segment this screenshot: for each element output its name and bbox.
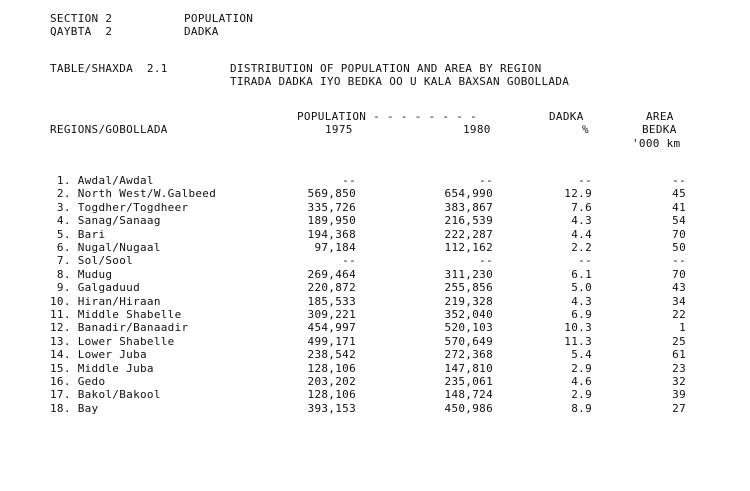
area-cell: 54 [672,214,686,228]
percent-cell: 8.9 [571,401,592,415]
percent-cell: 5.0 [571,281,592,295]
percent-cell: 2.9 [571,361,592,375]
population-1980-cell: 383,867 [444,200,493,214]
population-1975-cell: 194,368 [307,227,356,241]
table-row [0,201,750,214]
population-1975-cell: 128,106 [307,388,356,402]
population-1975-cell: 393,153 [307,401,356,415]
percent-cell: -- [578,254,592,268]
population-column-group: POPULATION - - - - - - - - [297,110,477,123]
percent-cell: 2.9 [571,388,592,402]
table-row [0,321,750,334]
area-cell: 43 [672,281,686,295]
population-1980-cell: 255,856 [444,281,493,295]
population-1980-cell: 520,103 [444,321,493,335]
table-row [0,308,750,321]
population-1980-cell: 654,990 [444,187,493,201]
population-1975-cell: -- [342,174,356,187]
population-1975-cell: 203,202 [307,375,356,388]
dadka-column-heading: DADKA [549,110,584,123]
area-cell: 41 [672,200,686,214]
percent-cell: 4.3 [571,294,592,308]
population-1975-cell: 499,171 [307,334,356,348]
region-name: 6. Nugal/Nugaal [50,241,161,254]
region-name: 2. North West/W.Galbeed [50,187,217,201]
population-1975-cell: 238,542 [307,348,356,362]
table-row [0,268,750,281]
table-title-en: DISTRIBUTION OF POPULATION AND AREA BY REGION [230,62,542,75]
population-1980-cell: 272,368 [444,348,493,362]
region-name: 12. Banadir/Banaadir [50,321,189,335]
area-cell: 34 [672,294,686,308]
population-1980-cell: 450,986 [444,401,493,415]
population-1975-cell: 128,106 [307,361,356,375]
population-1980-cell: 570,649 [444,334,493,348]
table-row [0,348,750,361]
regions-column-heading: REGIONS/GOBOLLADA [50,123,168,136]
table-row [0,295,750,308]
area-cell: 70 [672,267,686,281]
table-row [0,362,750,375]
table-row [0,388,750,401]
population-1975-cell: 454,997 [307,321,356,335]
population-1975-cell: -- [342,254,356,268]
percent-cell: 10.3 [564,321,592,335]
region-name: 3. Togdher/Togdheer [50,200,189,214]
area-cell: 45 [672,187,686,201]
section-label-en: SECTION 2 [50,12,113,25]
table-row [0,174,750,187]
population-1980-cell: -- [479,254,493,268]
area-column-heading: AREA [646,110,674,123]
area-cell: 27 [672,401,686,415]
table-row [0,241,750,254]
population-1975-cell: 220,872 [307,281,356,295]
area-cell: 50 [672,241,686,254]
population-1980-cell: 235,061 [444,375,493,388]
population-1975-cell: 335,726 [307,200,356,214]
population-1975-cell: 569,850 [307,187,356,201]
area-cell: -- [672,254,686,268]
region-name: 14. Lower Juba [50,348,147,362]
table-row [0,402,750,415]
table-row [0,187,750,200]
table-row [0,254,750,267]
area-cell: 1 [679,321,686,335]
region-name: 15. Middle Juba [50,361,154,375]
section-title-en: POPULATION [184,12,254,25]
region-name: 13. Lower Shabelle [50,334,175,348]
section-label-so: QAYBTA 2 [50,25,113,38]
percent-cell: 7.6 [571,200,592,214]
population-1975-cell: 185,533 [307,294,356,308]
year-1980-heading: 1980 [463,123,491,136]
area-cell: 70 [672,227,686,241]
area-unit-heading: '000 km [632,137,681,150]
percent-heading: % [582,123,589,136]
region-name: 4. Sanag/Sanaag [50,214,161,228]
area-cell: 23 [672,361,686,375]
percent-cell: 12.9 [564,187,592,201]
percent-cell: 5.4 [571,348,592,362]
region-name: 8. Mudug [50,267,113,281]
region-name: 7. Sol/Sool [50,254,134,268]
table-row [0,214,750,227]
region-name: 11. Middle Shabelle [50,308,182,321]
population-1980-cell: 311,230 [444,267,493,281]
region-name: 17. Bakol/Bakool [50,388,161,402]
table-row [0,335,750,348]
population-1980-cell: -- [479,174,493,187]
year-1975-heading: 1975 [325,123,353,136]
area-cell: 22 [672,308,686,321]
area-cell: 61 [672,348,686,362]
table-row [0,375,750,388]
region-name: 5. Bari [50,227,106,241]
population-1980-cell: 352,040 [444,308,493,321]
population-1980-cell: 216,539 [444,214,493,228]
region-name: 1. Awdal/Awdal [50,174,154,187]
population-1980-cell: 222,287 [444,227,493,241]
table-title-so: TIRADA DADKA IYO BEDKA OO U KALA BAXSAN GOBOLLADA [230,75,570,88]
percent-cell: 4.3 [571,214,592,228]
population-1980-cell: 112,162 [444,241,493,254]
population-1980-cell: 219,328 [444,294,493,308]
percent-cell: 4.4 [571,227,592,241]
population-1975-cell: 269,464 [307,267,356,281]
region-name: 10. Hiran/Hiraan [50,294,161,308]
population-1975-cell: 189,950 [307,214,356,228]
percent-cell: 4.6 [571,375,592,388]
table-row [0,228,750,241]
region-name: 16. Gedo [50,375,106,388]
percent-cell: 6.9 [571,308,592,321]
bedka-heading: BEDKA [642,123,677,136]
table-row [0,281,750,294]
population-1975-cell: 309,221 [307,308,356,321]
region-name: 18. Bay [50,401,99,415]
percent-cell: 2.2 [571,241,592,254]
percent-cell: 6.1 [571,267,592,281]
section-title-so: DADKA [184,25,219,38]
area-cell: 39 [672,388,686,402]
area-cell: 25 [672,334,686,348]
population-1980-cell: 148,724 [444,388,493,402]
percent-cell: 11.3 [564,334,592,348]
population-1975-cell: 97,184 [314,241,356,254]
table-label: TABLE/SHAXDA 2.1 [50,62,168,75]
area-cell: 32 [672,375,686,388]
area-cell: -- [672,174,686,187]
population-1980-cell: 147,810 [444,361,493,375]
region-name: 9. Galgaduud [50,281,140,295]
percent-cell: -- [578,174,592,187]
